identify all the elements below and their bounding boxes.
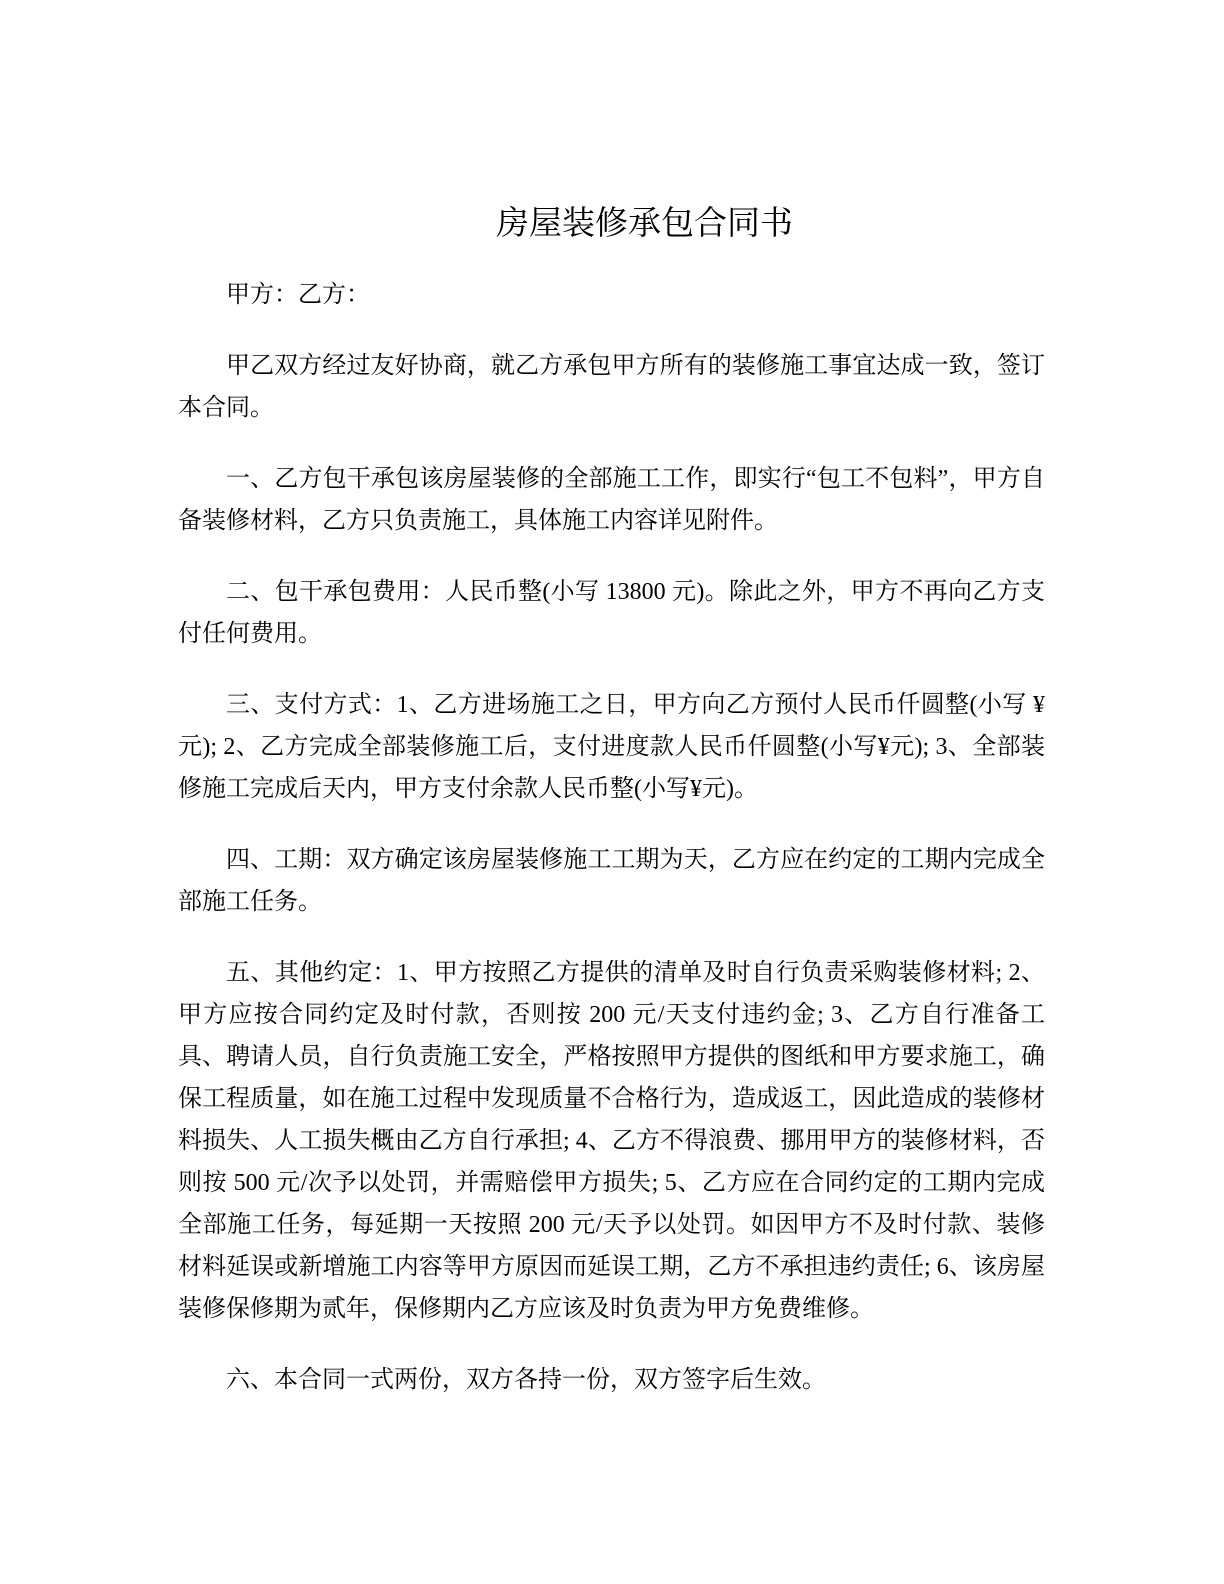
clause-2-paragraph: 二、包干承包费用：人民币整(小写 13800 元)。除此之外，甲方不再向乙方支付任何费用。 xyxy=(178,579,1045,647)
clause-3-paragraph: 三、支付方式：1、乙方进场施工之日，甲方向乙方预付人民币仟圆整(小写 ¥ 元); 2、乙方完成全部装修施工后，支付进度款人民币仟圆整(小写¥元); 3、全部装修施工完成后天内，甲方支付余款人民币整(小写¥元)。 xyxy=(178,692,1045,802)
clause-1-paragraph: 一、乙方包干承包该房屋装修的全部施工工作，即实行“包工不包料”，甲方自备装修材料，乙方只负责施工，具体施工内容详见附件。 xyxy=(178,466,1045,534)
document-title: 房屋装修承包合同书 xyxy=(496,206,793,242)
clause-6-paragraph: 六、本合同一式两份，双方各持一份，双方签字后生效。 xyxy=(226,1367,826,1393)
clause-4-paragraph: 四、工期：双方确定该房屋装修施工工期为天，乙方应在约定的工期内完成全部施工任务。 xyxy=(178,847,1045,915)
clause-5-paragraph: 五、其他约定：1、甲方按照乙方提供的清单及时自行负责采购装修材料; 2、甲方应按合同约定及时付款，否则按 200 元/天支付违约金; 3、乙方自行准备工具、聘请人员，自行负责施工安全，严格按照甲方提供的图纸和甲方要求施工，确保工程质量，如在施工过程中发现质量不合格行为，造成返工，因此造成的装修材料损失、人工损失概由乙方自行承担; 4、乙方不得浪费、挪用甲方的装修材料，否则按 500 元/次予以处罚，并需赔偿甲方损失; 5、乙方应在合同约定的工期内完成全部施工任务，每延期一天按照 200 元/天予以处罚。如因甲方不及时付款、装修材料延误或新增施工内容等甲方原因而延误工期，乙方不承担违约责任; 6、该房屋装修保修期为贰年，保修期内乙方应该及时负责为甲方免费维修。 xyxy=(178,960,1045,1322)
parties-line: 甲方：乙方： xyxy=(226,282,370,308)
preamble-paragraph: 甲乙双方经过友好协商，就乙方承包甲方所有的装修施工事宜达成一致，签订本合同。 xyxy=(178,353,1045,421)
